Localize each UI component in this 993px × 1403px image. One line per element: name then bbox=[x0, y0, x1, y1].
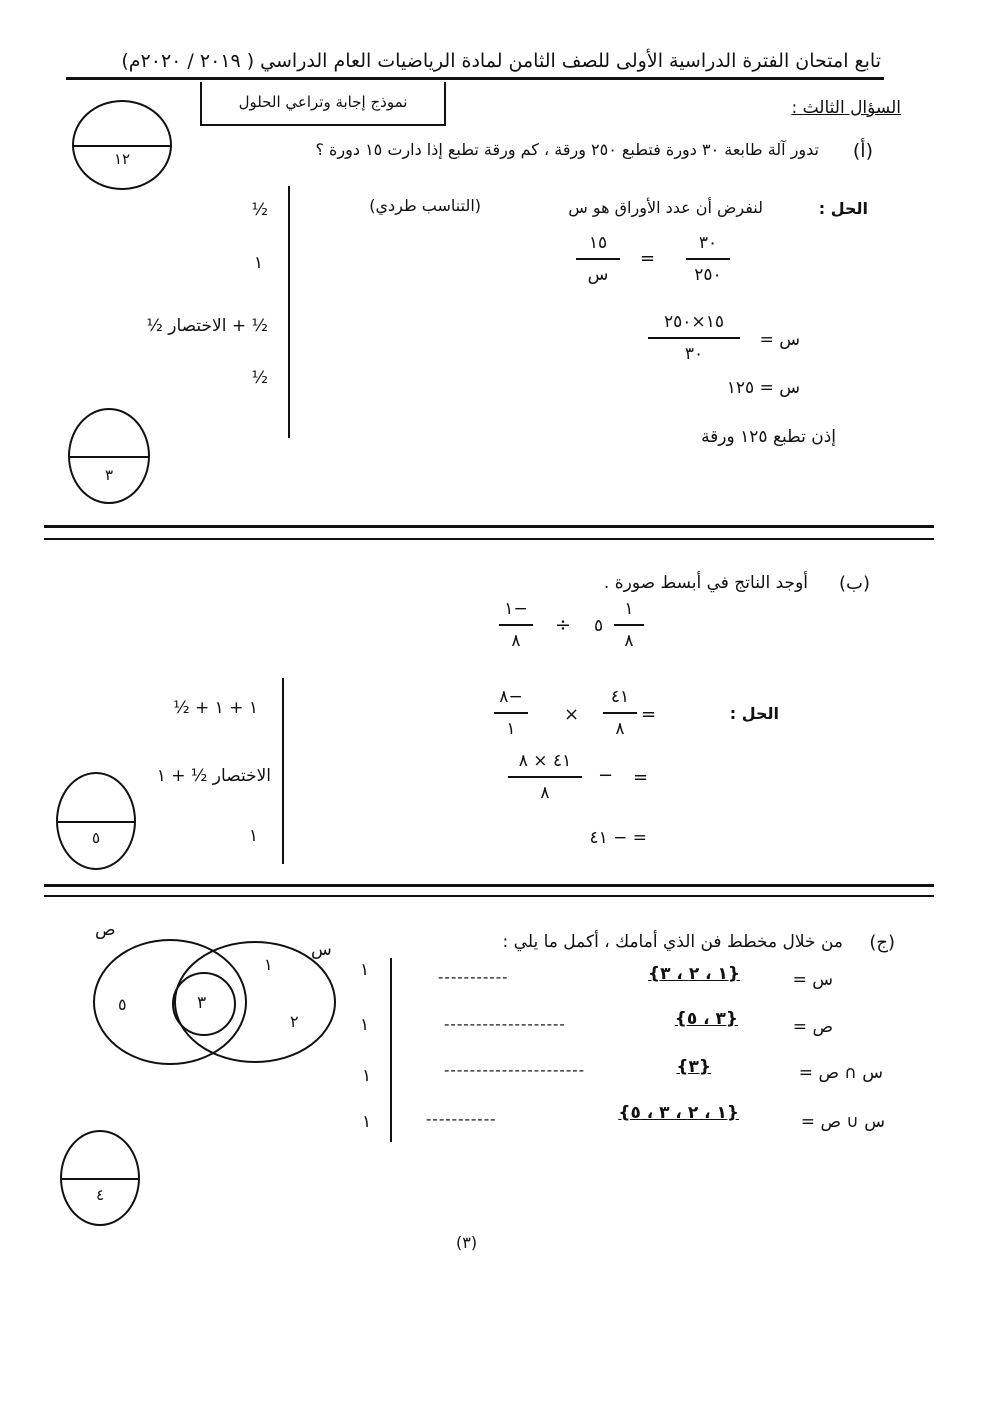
part-c-mark-2: ١ bbox=[360, 1015, 370, 1035]
part-c-row-4-answer: {١ ، ٢ ، ٣ ، ٥} bbox=[618, 1103, 739, 1123]
section-divider-1a bbox=[44, 525, 934, 528]
venn-set-p-ellipse bbox=[94, 940, 246, 1064]
part-b-score-circle bbox=[56, 772, 136, 870]
section-divider-2b bbox=[44, 895, 934, 897]
section-divider-2a bbox=[44, 884, 934, 887]
part-a-solution-label: الحل : bbox=[818, 199, 868, 218]
part-c-row-3-lhs: س ∩ ص = bbox=[798, 1063, 883, 1083]
part-a-conclusion: إذن تطبع ١٢٥ ورقة bbox=[701, 427, 836, 447]
part-c-row-1-leader: ----------- bbox=[438, 968, 509, 986]
part-a-text: تدور آلة طابعة ٣٠ دورة فتطبع ٢٥٠ ورقة ، كم ورقة تطبع إذا دارت ١٥ دورة ؟ bbox=[315, 140, 819, 159]
part-b-label: (ب) bbox=[839, 573, 870, 594]
venn-element-s-only-1: ١ bbox=[264, 955, 273, 974]
part-c-label: (ج) bbox=[869, 932, 895, 953]
part-a-assumption: لنفرض أن عدد الأوراق هو س bbox=[568, 198, 763, 217]
part-b-mark-2: الاختصار ½ + ١ bbox=[156, 766, 271, 786]
part-c-row-1-answer: {١ ، ٢ ، ٣} bbox=[648, 964, 740, 984]
part-a-proportion-type: (التناسب طردي) bbox=[369, 196, 481, 215]
part-b-score: ٥ bbox=[91, 829, 101, 847]
part-b-fraction-2: ٨− ١ bbox=[494, 686, 528, 740]
part-c-mark-1: ١ bbox=[360, 960, 370, 980]
question-heading-text: السؤال الثالث : bbox=[791, 98, 901, 118]
part-a-result: س = ١٢٥ bbox=[726, 378, 800, 398]
part-b-mark-1: ١ + ١ + ½ bbox=[173, 698, 258, 718]
part-c-row-4-leader: ----------- bbox=[426, 1110, 497, 1128]
part-a-score: ٣ bbox=[104, 466, 114, 484]
part-a-score-circle bbox=[68, 408, 150, 504]
part-a-mark-1: ½ bbox=[251, 200, 268, 220]
venn-label-p: ص bbox=[95, 920, 116, 940]
part-c-mark-4: ١ bbox=[362, 1112, 372, 1132]
part-b-solution-label: الحل : bbox=[729, 704, 779, 723]
part-a-mark-4: ½ bbox=[251, 368, 268, 388]
section-divider-1b bbox=[44, 538, 934, 540]
part-a-mark-2: ١ bbox=[253, 253, 263, 273]
part-b-divisor-fraction: ١− ٨ bbox=[499, 598, 533, 652]
part-a-fraction-3: ١٥×٢٥٠ ٣٠ bbox=[648, 311, 740, 365]
venn-element-both: ٣ bbox=[197, 993, 207, 1013]
part-c-row-3-leader: ---------------------- bbox=[444, 1061, 586, 1079]
venn-label-s: س bbox=[311, 940, 332, 960]
part-c-row-2-lhs: ص = bbox=[792, 1017, 833, 1037]
part-c-row-3-answer: {٣} bbox=[676, 1057, 711, 1077]
part-a-mark-3: ½ + الاختصار ½ bbox=[146, 316, 268, 336]
part-b-fraction-1: ٤١ ٨ bbox=[603, 686, 637, 740]
part-b-mark-3: ١ bbox=[248, 826, 258, 846]
part-c-row-2-answer: {٣ ، ٥} bbox=[674, 1009, 738, 1029]
part-a-equals-1: = bbox=[640, 248, 656, 269]
part-b-times-sign: × bbox=[564, 704, 580, 725]
part-c-text: من خلال مخطط فن الذي أمامك ، أكمل ما يلي : bbox=[502, 932, 843, 952]
answer-key-box bbox=[200, 82, 446, 126]
page-header: تابع امتحان الفترة الدراسية الأولى للصف الثامن لمادة الرياضيات العام الدراسي ( ٢٠١٩ / ٢٠٢٠م) bbox=[121, 50, 881, 72]
part-c-marks-divider bbox=[390, 958, 392, 1142]
part-a-s-equals: س = bbox=[759, 330, 800, 350]
part-b-minus-sign: − bbox=[598, 765, 614, 786]
part-c-score-circle bbox=[60, 1130, 140, 1226]
total-score-circle bbox=[72, 100, 172, 190]
venn-element-s-only-2: ٢ bbox=[290, 1012, 299, 1031]
total-score: ١٢ bbox=[113, 150, 131, 168]
venn-element-p-only: ٥ bbox=[118, 995, 127, 1014]
part-c-row-4-lhs: س ∪ ص = bbox=[800, 1112, 885, 1132]
part-b-fraction-3: ٤١ × ٨ ٨ bbox=[508, 750, 582, 804]
part-a-fraction-1: ٣٠ ٢٥٠ bbox=[686, 232, 730, 286]
part-c-row-1-lhs: س = bbox=[792, 970, 833, 990]
part-b-mixed-fraction: ١ ٨ bbox=[614, 598, 644, 652]
part-a-label: (أ) bbox=[852, 140, 873, 162]
part-b-equals-1: = bbox=[641, 704, 657, 725]
answer-key-label: نموذج إجابة وتراعي الحلول bbox=[238, 93, 408, 111]
header-rule bbox=[66, 77, 884, 80]
part-c-mark-3: ١ bbox=[362, 1066, 372, 1086]
part-b-divide-sign: ÷ bbox=[555, 614, 571, 636]
part-b-mixed-whole: ٥ bbox=[594, 616, 604, 636]
question-heading bbox=[791, 98, 901, 118]
part-b-marks-divider bbox=[282, 678, 284, 864]
part-b-final-answer: = − ٤١ bbox=[589, 828, 647, 848]
part-a-fraction-2: ١٥ س bbox=[576, 232, 620, 286]
part-c-score: ٤ bbox=[95, 1186, 105, 1204]
part-c-row-2-leader: ------------------- bbox=[444, 1015, 566, 1033]
part-a-marks-divider bbox=[288, 186, 290, 438]
page-number: (٣) bbox=[456, 1233, 478, 1252]
part-b-text: أوجد الناتج في أبسط صورة . bbox=[603, 573, 808, 593]
part-b-equals-2: = bbox=[633, 767, 649, 788]
